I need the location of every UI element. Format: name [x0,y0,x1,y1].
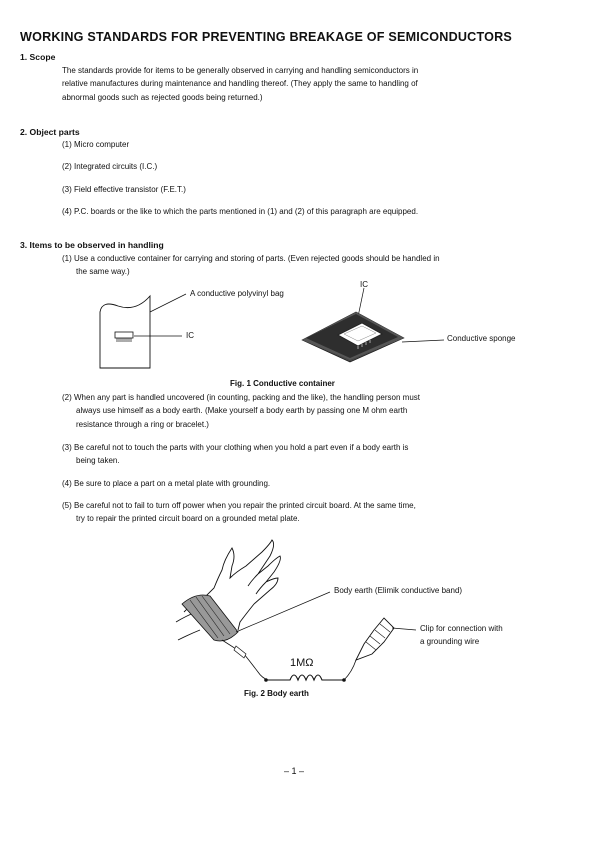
item-line: (1) Use a conductive container for carrying and storing of parts. (Even rejected goods should be handled in [62,254,440,263]
item-line: the same way.) [76,267,130,277]
resistor-drawing [268,675,344,680]
section-2-item: (1) Micro computer [62,140,130,149]
clip-label [420,622,503,648]
clip-label-line: a grounding wire [420,637,480,646]
page-title: WORKING STANDARDS FOR PREVENTING BREAKAGE OF SEMICONDUCTORS [20,30,513,44]
clip-icon [356,618,394,660]
clip-label-line: Clip for connection with [420,624,503,633]
section-1-heading: 1. Scope [20,52,56,62]
bag-label: A conductive polyvinyl bag [190,289,284,298]
section-1-line: abnormal goods such as rejected goods being returned.) [62,92,263,102]
item-line: (5) Be careful not to fail to turn off power when you repair the printed circuit board. At the same time, [62,501,416,510]
ic-label-right: IC [360,280,368,289]
fig2-caption: Fig. 2 Body earth [244,689,309,698]
item-line: always use himself as a body earth. (Make yourself a body earth by passing one M ohm earth [76,406,408,416]
section-2-item: (4) P.C. boards or the like to which the parts mentioned in (1) and (2) of this paragraph are equipped. [62,207,419,216]
section-1-line: relative manufactures during maintenance and handling thereof. (They apply the same to handling of [62,79,418,89]
section-2-heading: 2. Object parts [20,127,80,137]
item-line: resistance through a ring or bracelet.) [76,419,209,429]
item-line: being taken. [76,456,120,466]
page-number: – 1 – [284,766,305,776]
item-line: (2) When any part is handled uncovered (in counting, packing and the like), the handling person must [62,393,420,402]
ic-label-left: IC [186,331,194,340]
section-1-line: The standards provide for items to be generally observed in carrying and handling semiconductors in [62,66,419,75]
sponge-label: Conductive sponge [447,334,516,343]
item-line: try to repair the printed circuit board on a grounded metal plate. [76,514,300,524]
band-label: Body earth (Elimik conductive band) [334,586,463,595]
section-2-item: (3) Field effective transistor (F.E.T.) [62,185,186,194]
section-3-heading: 3. Items to be observed in handling [20,240,164,250]
resistor-label: 1MΩ [290,657,314,669]
item-line: (4) Be sure to place a part on a metal plate with grounding. [62,479,271,488]
section-2-item: (2) Integrated circuits (I.C.) [62,162,158,171]
item-line: (3) Be careful not to touch the parts with your clothing when you hold a part even if a body earth is [62,443,409,452]
fig1-caption: Fig. 1 Conductive container [230,379,335,388]
